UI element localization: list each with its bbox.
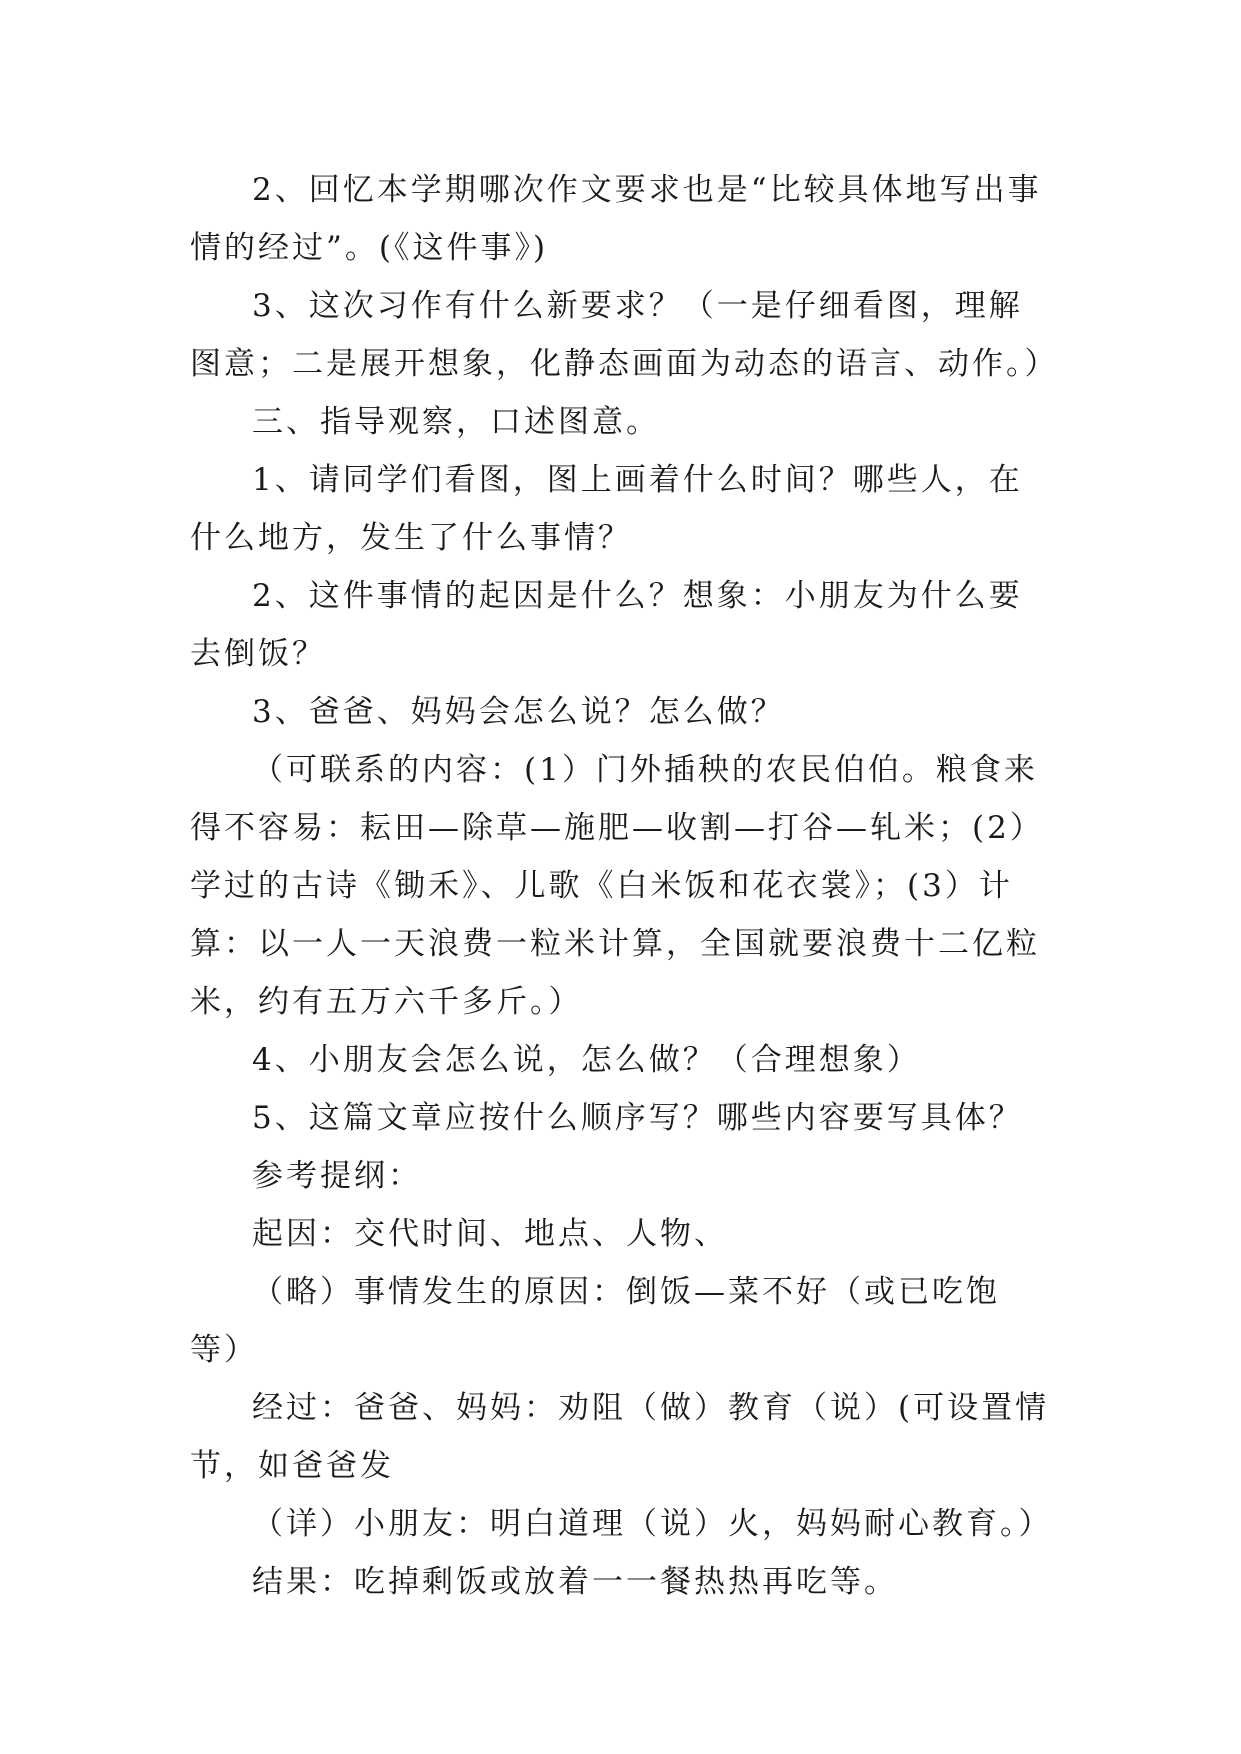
section-heading: 三、指导观察，口述图意。 [252,404,660,440]
paragraph-6: （可联系的内容：(1）门外插秧的农民伯伯。粮食来得不容易：耘田—除草—施肥—收割—打谷—轧米；(2）学过的古诗《锄禾》、儿歌《白米饭和花衣裳》；(3）计算：以一人一天浪费一粒米计算，全国就要浪费十二亿粒米，约有五万六千多斤。） [190,752,1044,1020]
paragraph-1: 2、回忆本学期哪次作文要求也是“比较具体地写出事情的经过”。(《这件事》) [190,172,1042,266]
paragraph-3: 1、请同学们看图，图上画着什么时间？哪些人，在什么地方，发生了什么事情？ [190,462,1023,556]
document-page [190,161,1059,1611]
outline-cause-detail: （略）事情发生的原因：倒饭—菜不好（或已吃饱等） [190,1274,1000,1368]
paragraph-7: 4、小朋友会怎么说，怎么做？（合理想象） [252,1042,921,1078]
outline-process: 经过：爸爸、妈妈：劝阻（做）教育（说）(可设置情节，如爸爸发 [190,1390,1050,1484]
outline-process-detail: （详）小朋友：明白道理（说）火，妈妈耐心教育。） [252,1506,1053,1542]
paragraph-5: 3、爸爸、妈妈会怎么说？怎么做？ [252,694,785,730]
paragraph-8: 5、这篇文章应按什么顺序写？哪些内容要写具体？ [252,1100,1023,1136]
outline-cause: 起因：交代时间、地点、人物、 [252,1216,728,1252]
outline-title: 参考提纲： [252,1158,422,1194]
outline-result: 结果：吃掉剩饭或放着一一餐热热再吃等。 [252,1564,898,1600]
paragraph-2: 3、这次习作有什么新要求？（一是仔细看图，理解图意；二是展开想象，化静态画面为动态的语言、动作。） [190,288,1059,382]
paragraph-4: 2、这件事情的起因是什么？想象：小朋友为什么要去倒饭？ [190,578,1023,672]
